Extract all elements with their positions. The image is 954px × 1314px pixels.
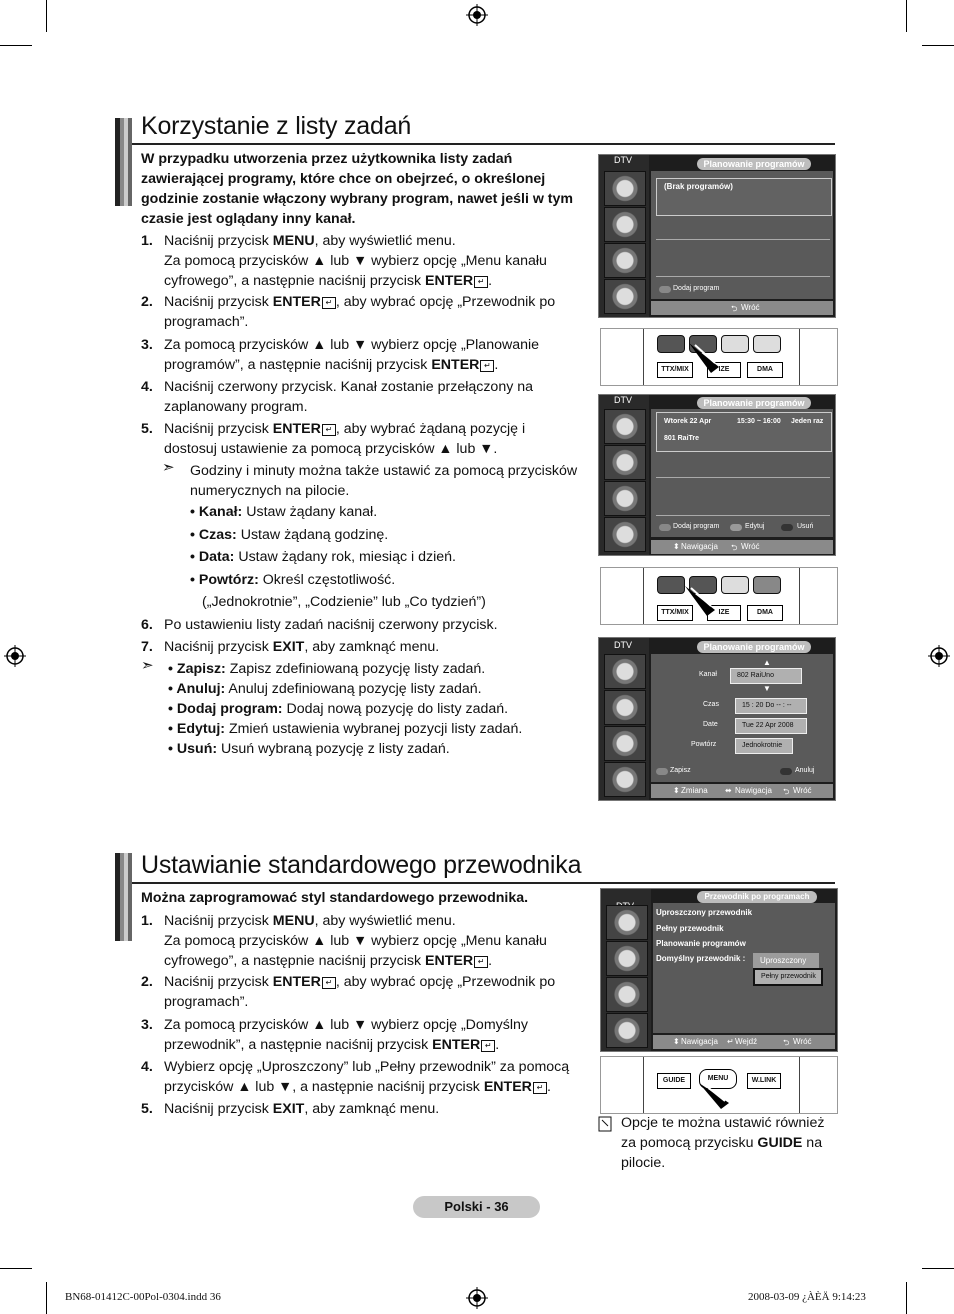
leftright-icon: ⬌	[725, 786, 732, 795]
repeat-options: („Jednokrotnie”, „Codzienie” lub „Co tydzień”)	[202, 594, 486, 610]
tv-dtv-label: DTV	[614, 640, 632, 650]
pointing-hand-icon	[681, 582, 721, 622]
tv-row-line	[656, 276, 830, 277]
repeat-value[interactable]: Jednokrotnie	[735, 738, 793, 754]
remote-edge	[643, 329, 644, 385]
tv-screen-guide-default	[600, 888, 838, 1052]
bullet-item: • Data: Ustaw żądany rok, miesiąc i dzień.	[190, 549, 456, 565]
tv-screen-schedule-edit	[598, 637, 836, 801]
tv-footer	[651, 784, 833, 798]
bullet-item: • Dodaj program: Dodaj nową pozycję do listy zadań.	[168, 701, 509, 717]
row-date: Wtorek 22 Apr	[664, 418, 712, 425]
menu-item[interactable]: Pełny przewodnik	[656, 924, 724, 933]
red-button-icon	[659, 286, 671, 293]
setup-icon	[604, 726, 646, 761]
menu-item[interactable]: Uproszczony przewodnik	[656, 908, 753, 917]
crop-mark	[922, 1268, 954, 1269]
step-text: Naciśnij przycisk MENU, aby wyświetlić menu. Za pomocą przycisków ▲ lub ▼ wybierz opcję „Menu kanału cyfrowego”, a następnie naciśnij przycisk ENTER ↵ .	[164, 233, 547, 289]
row-time: 15:30 ~ 16:00	[737, 418, 781, 425]
remote-edge	[799, 1057, 800, 1113]
footer-date: 2008-03-09 ¿ÀÈÄ 9:14:23	[748, 1291, 866, 1303]
updown-icon: ⬍	[673, 786, 680, 795]
step-text: Wybierz opcję „Uproszczony” lub „Pełny przewodnik” za pomocą przycisków ▲ lub ▼, a następnie naciśnij przycisk ENTER ↵ .	[164, 1059, 570, 1095]
option-full[interactable]: Pełny przewodnik	[753, 968, 823, 986]
section-bar	[115, 118, 132, 206]
channel-value[interactable]: 802 RaiUno	[730, 668, 802, 684]
tv-title: Planowanie programów	[697, 641, 811, 653]
step-text: Naciśnij przycisk ENTER ↵ , aby wybrać żądaną pozycję i dostosuj ustawienie za pomocą przycisków ▲ lub ▼.	[164, 421, 526, 457]
step-text: Naciśnij czerwony przycisk. Kanał zostanie przełączony na zaplanowany program.	[164, 379, 534, 415]
crop-mark	[46, 0, 47, 32]
guide-key[interactable]: GUIDE	[657, 1073, 691, 1089]
change-label: Zmiana	[681, 786, 708, 795]
intro-line: czasie jest oglądany inny kanał.	[141, 211, 356, 227]
section-title: Ustawianie standardowego przewodnika	[141, 851, 582, 879]
step-number: 2.	[141, 974, 153, 990]
crop-mark	[906, 1282, 907, 1314]
time-value[interactable]: 15 : 20 Do -- : --	[735, 698, 807, 714]
setup-icon	[604, 243, 646, 278]
intro-line: zawierającej programy, które chce on obejrzeć, o określonej	[141, 171, 546, 187]
step-number: 1.	[141, 233, 153, 249]
row-repeat: Jeden raz	[791, 418, 824, 425]
navigate-label: Nawigacja	[681, 542, 718, 551]
remote-edge	[643, 568, 644, 624]
navigate-label: Nawigacja	[735, 786, 772, 795]
satellite-icon	[604, 171, 646, 206]
back-label: Wróć	[793, 786, 812, 795]
back-label: Wróć	[741, 542, 760, 551]
bullet-item: • Kanał: Ustaw żądany kanał.	[190, 504, 378, 520]
back-label: Wróć	[741, 303, 760, 312]
red-button-icon	[659, 524, 671, 531]
tv-list-box	[656, 178, 832, 216]
step-text: Za pomocą przycisków ▲ lub ▼ wybierz opcję „Planowanie programów”, a następnie naciśnij przycisk ENTER ↵ .	[164, 337, 540, 373]
input-icon	[604, 762, 646, 797]
date-label: Date	[703, 721, 718, 728]
crop-mark	[0, 1268, 32, 1269]
date-value[interactable]: Tue 22 Apr 2008	[735, 718, 807, 734]
bullet-item: • Edytuj: Zmień ustawienia wybranej pozycji listy zadań.	[168, 721, 523, 737]
save-label: Zapisz	[670, 767, 691, 774]
navigate-label: Nawigacja	[681, 1037, 718, 1046]
satellite-icon	[606, 905, 648, 940]
step-number: 3.	[141, 337, 153, 353]
tv-footer	[651, 301, 833, 315]
option-simple[interactable]: Uproszczony	[753, 953, 819, 969]
red-button-icon	[656, 768, 668, 775]
updown-icon: ⬍	[673, 1037, 680, 1046]
size-key[interactable]: IZE	[707, 362, 741, 378]
intro-line: godzinie zostanie włączony wybrany program, nawet jeśli w tym	[141, 191, 574, 207]
sound-icon	[606, 941, 648, 976]
satellite-icon	[604, 654, 646, 689]
bullet-item: • Powtórz: Określ częstotliwość.	[190, 572, 396, 588]
note-line: Godziny i minuty można także ustawić za pomocą przycisków	[190, 463, 578, 479]
edit-label: Edytuj	[745, 523, 765, 530]
sound-icon	[604, 445, 646, 480]
step-number: 4.	[141, 379, 153, 395]
step-text: Naciśnij przycisk EXIT, aby zamknąć menu.	[164, 639, 440, 655]
input-icon	[604, 517, 646, 552]
intro-line: Można zaprogramować styl standardowego przewodnika.	[141, 890, 529, 906]
remote-illustration	[600, 1056, 838, 1114]
guide-note: Opcje te można ustawić również za pomocą przycisku GUIDE na pilocie.	[621, 1115, 825, 1171]
wlink-key[interactable]: W.LINK	[747, 1073, 781, 1089]
page-number-badge: Polski - 36	[413, 1196, 540, 1218]
step-number: 5.	[141, 1101, 153, 1117]
section-rule	[132, 882, 835, 884]
registration-mark-icon	[928, 645, 950, 667]
dma-key[interactable]: DMA	[747, 605, 783, 621]
menu-item[interactable]: Domyślny przewodnik :	[656, 954, 746, 963]
step-text: Naciśnij przycisk ENTER ↵ , aby wybrać opcję „Przewodnik po programach”.	[164, 294, 556, 330]
pointing-hand-icon	[685, 339, 725, 379]
note-arrow-icon: ➣	[162, 459, 175, 476]
crop-mark	[46, 1282, 47, 1314]
section-title: Korzystanie z listy zadań	[141, 112, 412, 140]
step-text: Naciśnij przycisk ENTER ↵ , aby wybrać opcję „Przewodnik po programach”.	[164, 974, 556, 1010]
tv-screen-schedule-empty	[598, 154, 836, 318]
menu-key[interactable]: MENU	[699, 1069, 737, 1089]
ttx-mix-key[interactable]: TTX/MIX	[657, 605, 693, 621]
step-number: 6.	[141, 617, 153, 633]
remote-illustration	[600, 567, 838, 625]
add-program-label: Dodaj program	[673, 523, 720, 530]
bullet-item: • Anuluj: Anuluj zdefiniowaną pozycję listy zadań.	[168, 681, 482, 697]
tv-title: Planowanie programów	[697, 397, 811, 409]
step-number: 4.	[141, 1059, 153, 1075]
tv-row-line	[656, 239, 830, 240]
tv-title: Przewodnik po programach	[697, 891, 817, 903]
input-icon	[606, 1013, 648, 1048]
tv-screen-schedule-list	[598, 394, 836, 556]
step-text: Naciśnij przycisk MENU, aby wyświetlić menu. Za pomocą przycisków ▲ lub ▼ wybierz opcję „Menu kanału cyfrowego”, a następnie naciśnij przycisk ENTER ↵ .	[164, 913, 547, 969]
note-line: numerycznych na pilocie.	[190, 483, 350, 499]
size-key[interactable]: IZE	[707, 605, 741, 621]
section-bar	[115, 853, 132, 941]
registration-mark-icon	[4, 645, 26, 667]
sound-icon	[604, 690, 646, 725]
section-rule	[132, 143, 835, 145]
blue-key[interactable]	[753, 335, 781, 353]
remote-edge	[799, 568, 800, 624]
sound-icon	[604, 207, 646, 242]
tv-title: Planowanie programów	[697, 158, 811, 170]
channel-label: Kanał	[699, 671, 717, 678]
note-arrow-icon: ➣	[141, 657, 154, 674]
note-pencil-icon	[598, 1116, 612, 1132]
step-number: 5.	[141, 421, 153, 437]
crop-mark	[0, 45, 32, 46]
bullet-item: • Usuń: Usuń wybraną pozycję z listy zadań.	[168, 741, 450, 757]
intro-line: W przypadku utworzenia przez użytkownika listy zadań	[141, 151, 513, 167]
yellow-key[interactable]	[721, 335, 749, 353]
dma-key[interactable]: DMA	[747, 362, 783, 378]
setup-icon	[606, 977, 648, 1012]
remote-edge	[643, 1057, 644, 1113]
cancel-label: Anuluj	[795, 767, 815, 774]
green-button-icon	[730, 524, 742, 531]
menu-item[interactable]: Planowanie programów	[656, 939, 746, 948]
registration-mark-icon	[466, 1287, 488, 1309]
tv-row-line	[656, 477, 830, 478]
step-text: Za pomocą przycisków ▲ lub ▼ wybierz opcję „Domyślny przewodnik”, a następnie naciśnij przycisk ENTER ↵ .	[164, 1017, 528, 1053]
tv-dtv-label: DTV	[614, 155, 632, 165]
row-channel: 801 RaiTre	[664, 435, 700, 442]
return-icon: ⮌	[783, 1038, 790, 1047]
updown-icon: ⬍	[673, 542, 680, 551]
step-number: 1.	[141, 913, 153, 929]
return-icon: ⮌	[731, 543, 738, 552]
ttx-mix-key[interactable]: TTX/MIX	[657, 362, 693, 378]
add-program-label: Dodaj program	[673, 285, 720, 292]
tv-footer	[651, 540, 833, 554]
time-label: Czas	[703, 701, 719, 708]
input-icon	[604, 279, 646, 314]
step-number: 7.	[141, 639, 153, 655]
bullet-item: • Zapisz: Zapisz zdefiniowaną pozycję listy zadań.	[168, 661, 486, 677]
delete-label: Usuń	[797, 523, 814, 530]
red-key[interactable]	[657, 335, 685, 353]
registration-mark-icon	[466, 4, 488, 26]
step-text: Naciśnij przycisk EXIT, aby zamknąć menu.	[164, 1101, 440, 1117]
crop-mark	[922, 45, 954, 46]
enter-label: Wejdź	[735, 1037, 758, 1046]
satellite-icon	[604, 409, 646, 444]
return-icon: ⮌	[783, 787, 790, 796]
bullet-item: • Czas: Ustaw żądaną godzinę.	[190, 527, 389, 543]
remote-edge	[799, 329, 800, 385]
blue-button-icon	[781, 524, 793, 531]
pointing-hand-icon	[695, 1079, 735, 1113]
tv-row-line	[656, 515, 830, 516]
back-label: Wróć	[793, 1037, 812, 1046]
up-arrow-icon: ▲	[763, 658, 771, 667]
return-icon: ⮌	[731, 304, 738, 313]
enter-icon: ↵	[727, 1037, 734, 1046]
schedule-row[interactable]	[656, 412, 832, 452]
blue-button-icon	[780, 768, 792, 775]
yellow-key[interactable]	[721, 576, 749, 594]
step-number: 3.	[141, 1017, 153, 1033]
empty-list-label: (Brak programów)	[664, 182, 733, 191]
repeat-label: Powtórz	[691, 741, 717, 748]
tv-dtv-label: DTV	[614, 395, 632, 405]
step-number: 2.	[141, 294, 153, 310]
down-arrow-icon: ▼	[763, 684, 771, 693]
footer-file: BN68-01412C-00Pol-0304.indd 36	[65, 1291, 221, 1303]
step-text: Po ustawieniu listy zadań naciśnij czerwony przycisk.	[164, 617, 498, 633]
remote-illustration	[600, 328, 838, 386]
crop-mark	[906, 0, 907, 32]
setup-icon	[604, 481, 646, 516]
tv-footer	[653, 1035, 835, 1049]
blue-key[interactable]	[753, 576, 781, 594]
